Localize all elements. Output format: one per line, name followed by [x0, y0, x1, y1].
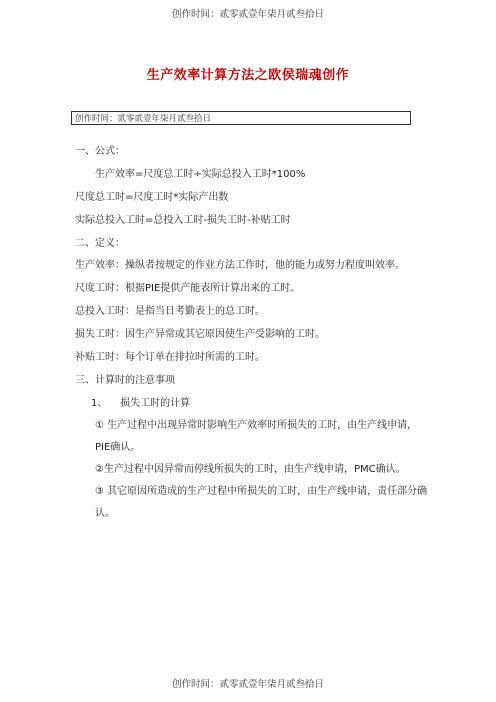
formula-standard-hours: 尺度总工时=尺度工时*实际产出数: [75, 192, 229, 203]
document-body: [75, 140, 430, 525]
creation-time-box: 创作时间：贰零贰壹年柒月贰叁拾日: [71, 111, 411, 125]
page-footer: 创作时间：贰零贰壹年柒月贰叁拾日: [171, 679, 324, 690]
note-item-1: ① 生产过程中出现异常时影响生产效率时所损失的工时，由生产线申请，PIE确认。: [95, 420, 418, 453]
definition-lost-hours: 损失工时：因生产异常或其它原因使生产受影响的工时。: [75, 329, 325, 340]
definition-total-hours: 总投入工时：是指当日考勤表上的总工时。: [75, 306, 265, 317]
section-heading-formula: 一、公式：: [75, 146, 125, 157]
section-heading-definition: 二、定义：: [75, 238, 125, 249]
formula-actual-hours: 实际总投入工时=总投入工时-损失工时-补贴工时: [75, 215, 291, 226]
page-header: 创作时间：贰零贰壹年柒月贰叁拾日: [171, 9, 324, 20]
note-item-3: ③ 其它原因所造成的生产过程中所损失的工时，由生产线申请，责任部分确认。: [95, 486, 428, 519]
definition-standard-hours: 尺度工时：根据PIE提供产能表所计算出来的工时。: [75, 283, 301, 294]
definition-efficiency: 生产效率：操纵者按规定的作业方法工作时，他的能力或努力程度叫效率。: [75, 260, 405, 271]
document-title: 生产效率计算方法之欧侯瑞魂创作: [146, 68, 350, 83]
formula-efficiency: 生产效率=尺度总工时÷实际总投入工时*100%: [95, 169, 306, 180]
subsection-lost-hours: 1、 损失工时的计算: [91, 398, 191, 409]
definition-subsidy-hours: 补贴工时：每个订单在排拉时所需的工时。: [75, 352, 265, 363]
section-heading-notes: 三、计算时的注意事项: [75, 375, 175, 386]
note-item-2: ②生产过程中因异常而停线所损失的工时，由生产线申请，PMC确认。: [95, 464, 406, 475]
